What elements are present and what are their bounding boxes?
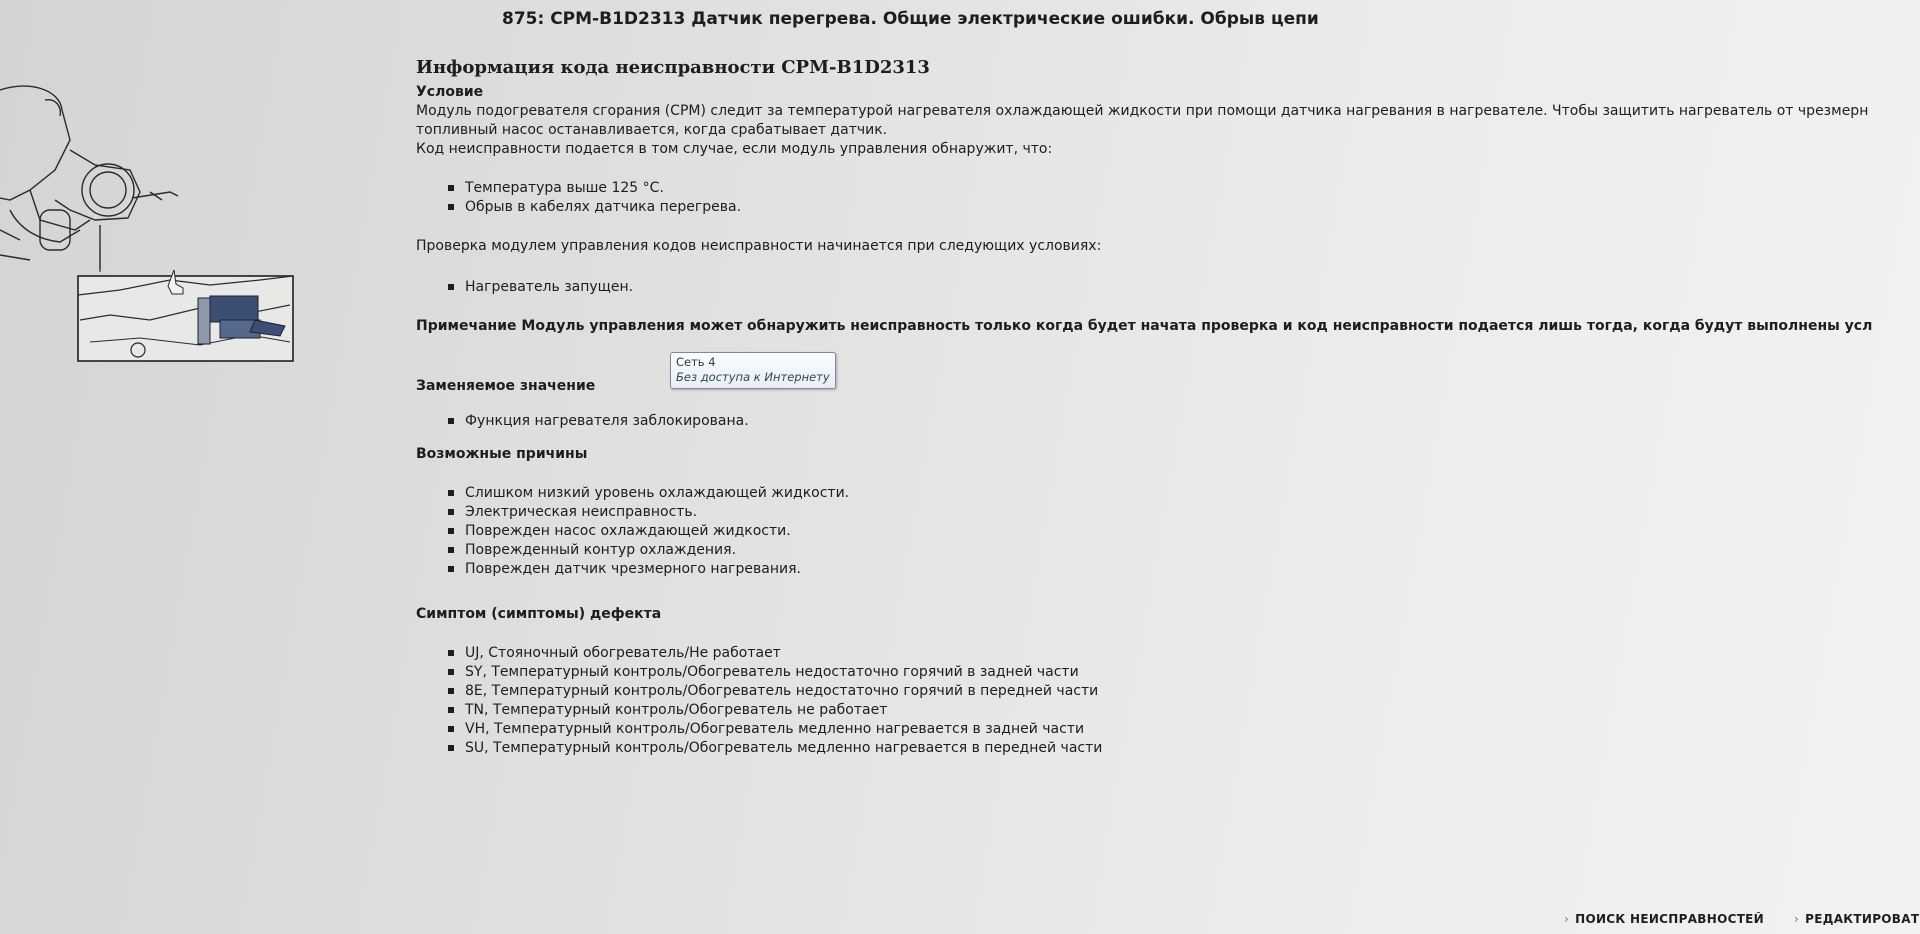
condition-line: Модуль подогревателя сгорания (CPM) следит за температурой нагревателя охлаждающей жидкости при помощи датчика нагревания в нагревателе. Чтобы защитить нагреватель от чрезмерн (416, 103, 1869, 119)
replacement-list (416, 412, 1920, 431)
replacement-heading: Заменяемое значение (416, 378, 596, 394)
note-text: Примечание Модуль управления может обнаружить неисправность только когда будет начата проверка и код неисправности подается лишь тогда, когда будут выполнены усл (416, 318, 1873, 334)
list-item: Слишком низкий уровень охлаждающей жидкости. (448, 484, 1920, 503)
network-status: Без доступа к Интернету (676, 370, 830, 384)
list-item: UJ, Стояночный обогреватель/Не работает (448, 644, 1920, 663)
dtc-content (416, 58, 1920, 878)
list-item: 8E, Температурный контроль/Обогреватель недостаточно горячий в передней части (448, 682, 1920, 701)
network-name: Сеть 4 (676, 355, 716, 369)
list-item: Поврежденный контур охлаждения. (448, 541, 1920, 560)
footer-links (1560, 912, 1920, 930)
dtc-info-heading: Информация кода неисправности CPM-B1D2313 (416, 58, 930, 78)
condition-line: топливный насос останавливается, когда срабатывает датчик. (416, 122, 888, 138)
page-title: 875: CPM-B1D2313 Датчик перегрева. Общие электрические ошибки. Обрыв цепи (502, 9, 1319, 29)
list-item: Функция нагревателя заблокирована. (448, 412, 1920, 431)
symptoms-list (416, 644, 1920, 758)
list-item: Поврежден датчик чрезмерного нагревания. (448, 560, 1920, 579)
causes-heading: Возможные причины (416, 446, 588, 462)
list-item: SU, Температурный контроль/Обогреватель медленно нагревается в передней части (448, 739, 1920, 758)
list-item: VH, Температурный контроль/Обогреватель медленно нагревается в задней части (448, 720, 1920, 739)
list-item: Поврежден насос охлаждающей жидкости. (448, 522, 1920, 541)
replacement-row (416, 352, 1920, 396)
list-item: Обрыв в кабелях датчика перегрева. (448, 198, 1920, 217)
condition-heading: Условие (416, 84, 484, 100)
check-list (416, 278, 1920, 297)
list-item: TN, Температурный контроль/Обогреватель не работает (448, 701, 1920, 720)
list-item: Нагреватель запущен. (448, 278, 1920, 297)
list-item: SY, Температурный контроль/Обогреватель недостаточно горячий в задней части (448, 663, 1920, 682)
list-item: Температура выше 125 °C. (448, 179, 1920, 198)
symptoms-heading: Симптом (симптомы) дефекта (416, 606, 662, 622)
sensor-detail-inset (78, 270, 293, 361)
heater-sensor-illustration (0, 80, 300, 370)
troubleshooting-link[interactable]: › ПОИСК НЕИСПРАВНОСТЕЙ (1564, 912, 1764, 926)
causes-list (416, 484, 1920, 579)
condition-list (416, 179, 1920, 217)
list-item: Электрическая неисправность. (448, 503, 1920, 522)
check-intro: Проверка модулем управления кодов неисправности начинается при следующих условиях: (416, 238, 1102, 254)
condition-line: Код неисправности подается в том случае, если модуль управления обнаружит, что: (416, 141, 1053, 157)
network-status-tooltip (670, 352, 836, 389)
edit-link[interactable]: › РЕДАКТИРОВАТ (1794, 912, 1919, 926)
